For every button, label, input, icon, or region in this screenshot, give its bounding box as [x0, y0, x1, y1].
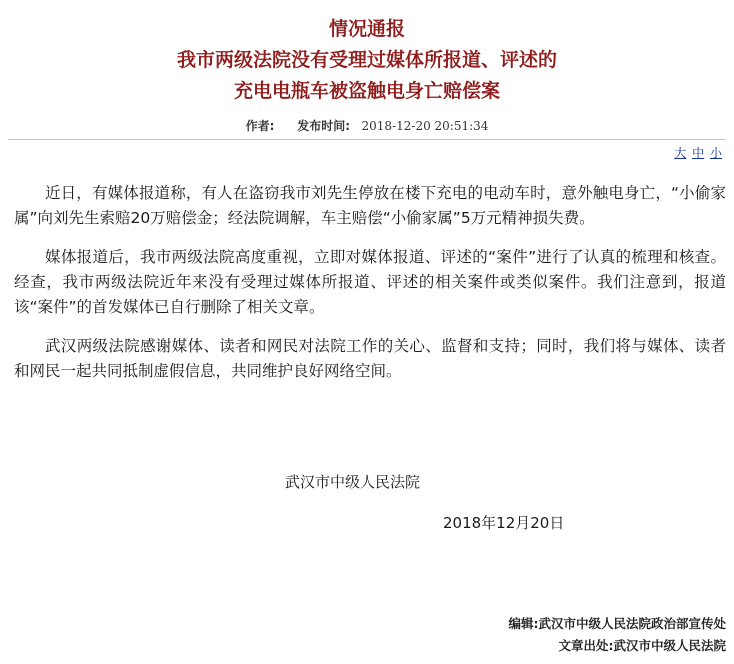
article-meta [0, 117, 734, 134]
paragraph-1: 近日，有媒体报道称，有人在盗窃我市刘先生停放在楼下充电的电动车时，意外触电身亡，“小偷家属”向刘先生索赔20万赔偿金；经法院调解，车主赔偿“小偷家属”5万元精神损失费。 [14, 184, 726, 227]
editor-credit: 编辑:武汉市中级人民法院政治部宣传处 [508, 616, 726, 631]
paragraph-3: 武汉两级法院感谢媒体、读者和网民对法院工作的关心、监督和支持；同时，我们将与媒体、读者和网民一起共同抵制虚假信息，共同维护良好网络空间。 [14, 337, 726, 380]
title-line-1: 情况通报 [328, 18, 405, 40]
article-body [14, 181, 726, 398]
publish-time-label: 发布时间: [297, 119, 351, 133]
article-title [0, 14, 734, 107]
paragraph-2: 媒体报道后，我市两级法院高度重视，立即对媒体报道、评述的“案件”进行了认真的梳理和核查。经查，我市两级法院近年来没有受理过媒体所报道、评述的相关案件或类似案件。我们注意到，报道该“案件”的首发媒体已自行删除了相关文章。 [14, 248, 726, 316]
font-size-large-link[interactable]: 大 [674, 146, 687, 160]
header-divider [8, 139, 726, 140]
font-size-small-link[interactable]: 小 [709, 146, 722, 160]
font-size-medium-link[interactable]: 中 [692, 146, 705, 160]
source-credit: 文章出处:武汉市中级人民法院 [558, 638, 726, 653]
author-label: 作者: [245, 119, 275, 133]
title-line-2: 我市两级法院没有受理过媒体所报道、评述的 [176, 49, 557, 71]
font-size-controls [672, 144, 722, 161]
signature-date: 2018年12月20日 [443, 514, 565, 532]
signature-court: 武汉市中级人民法院 [285, 473, 421, 491]
publish-time-value: 2018-12-20 20:51:34 [361, 119, 489, 133]
title-line-3: 充电电瓶车被盗触电身亡赔偿案 [233, 80, 500, 102]
article-credits [509, 613, 727, 657]
